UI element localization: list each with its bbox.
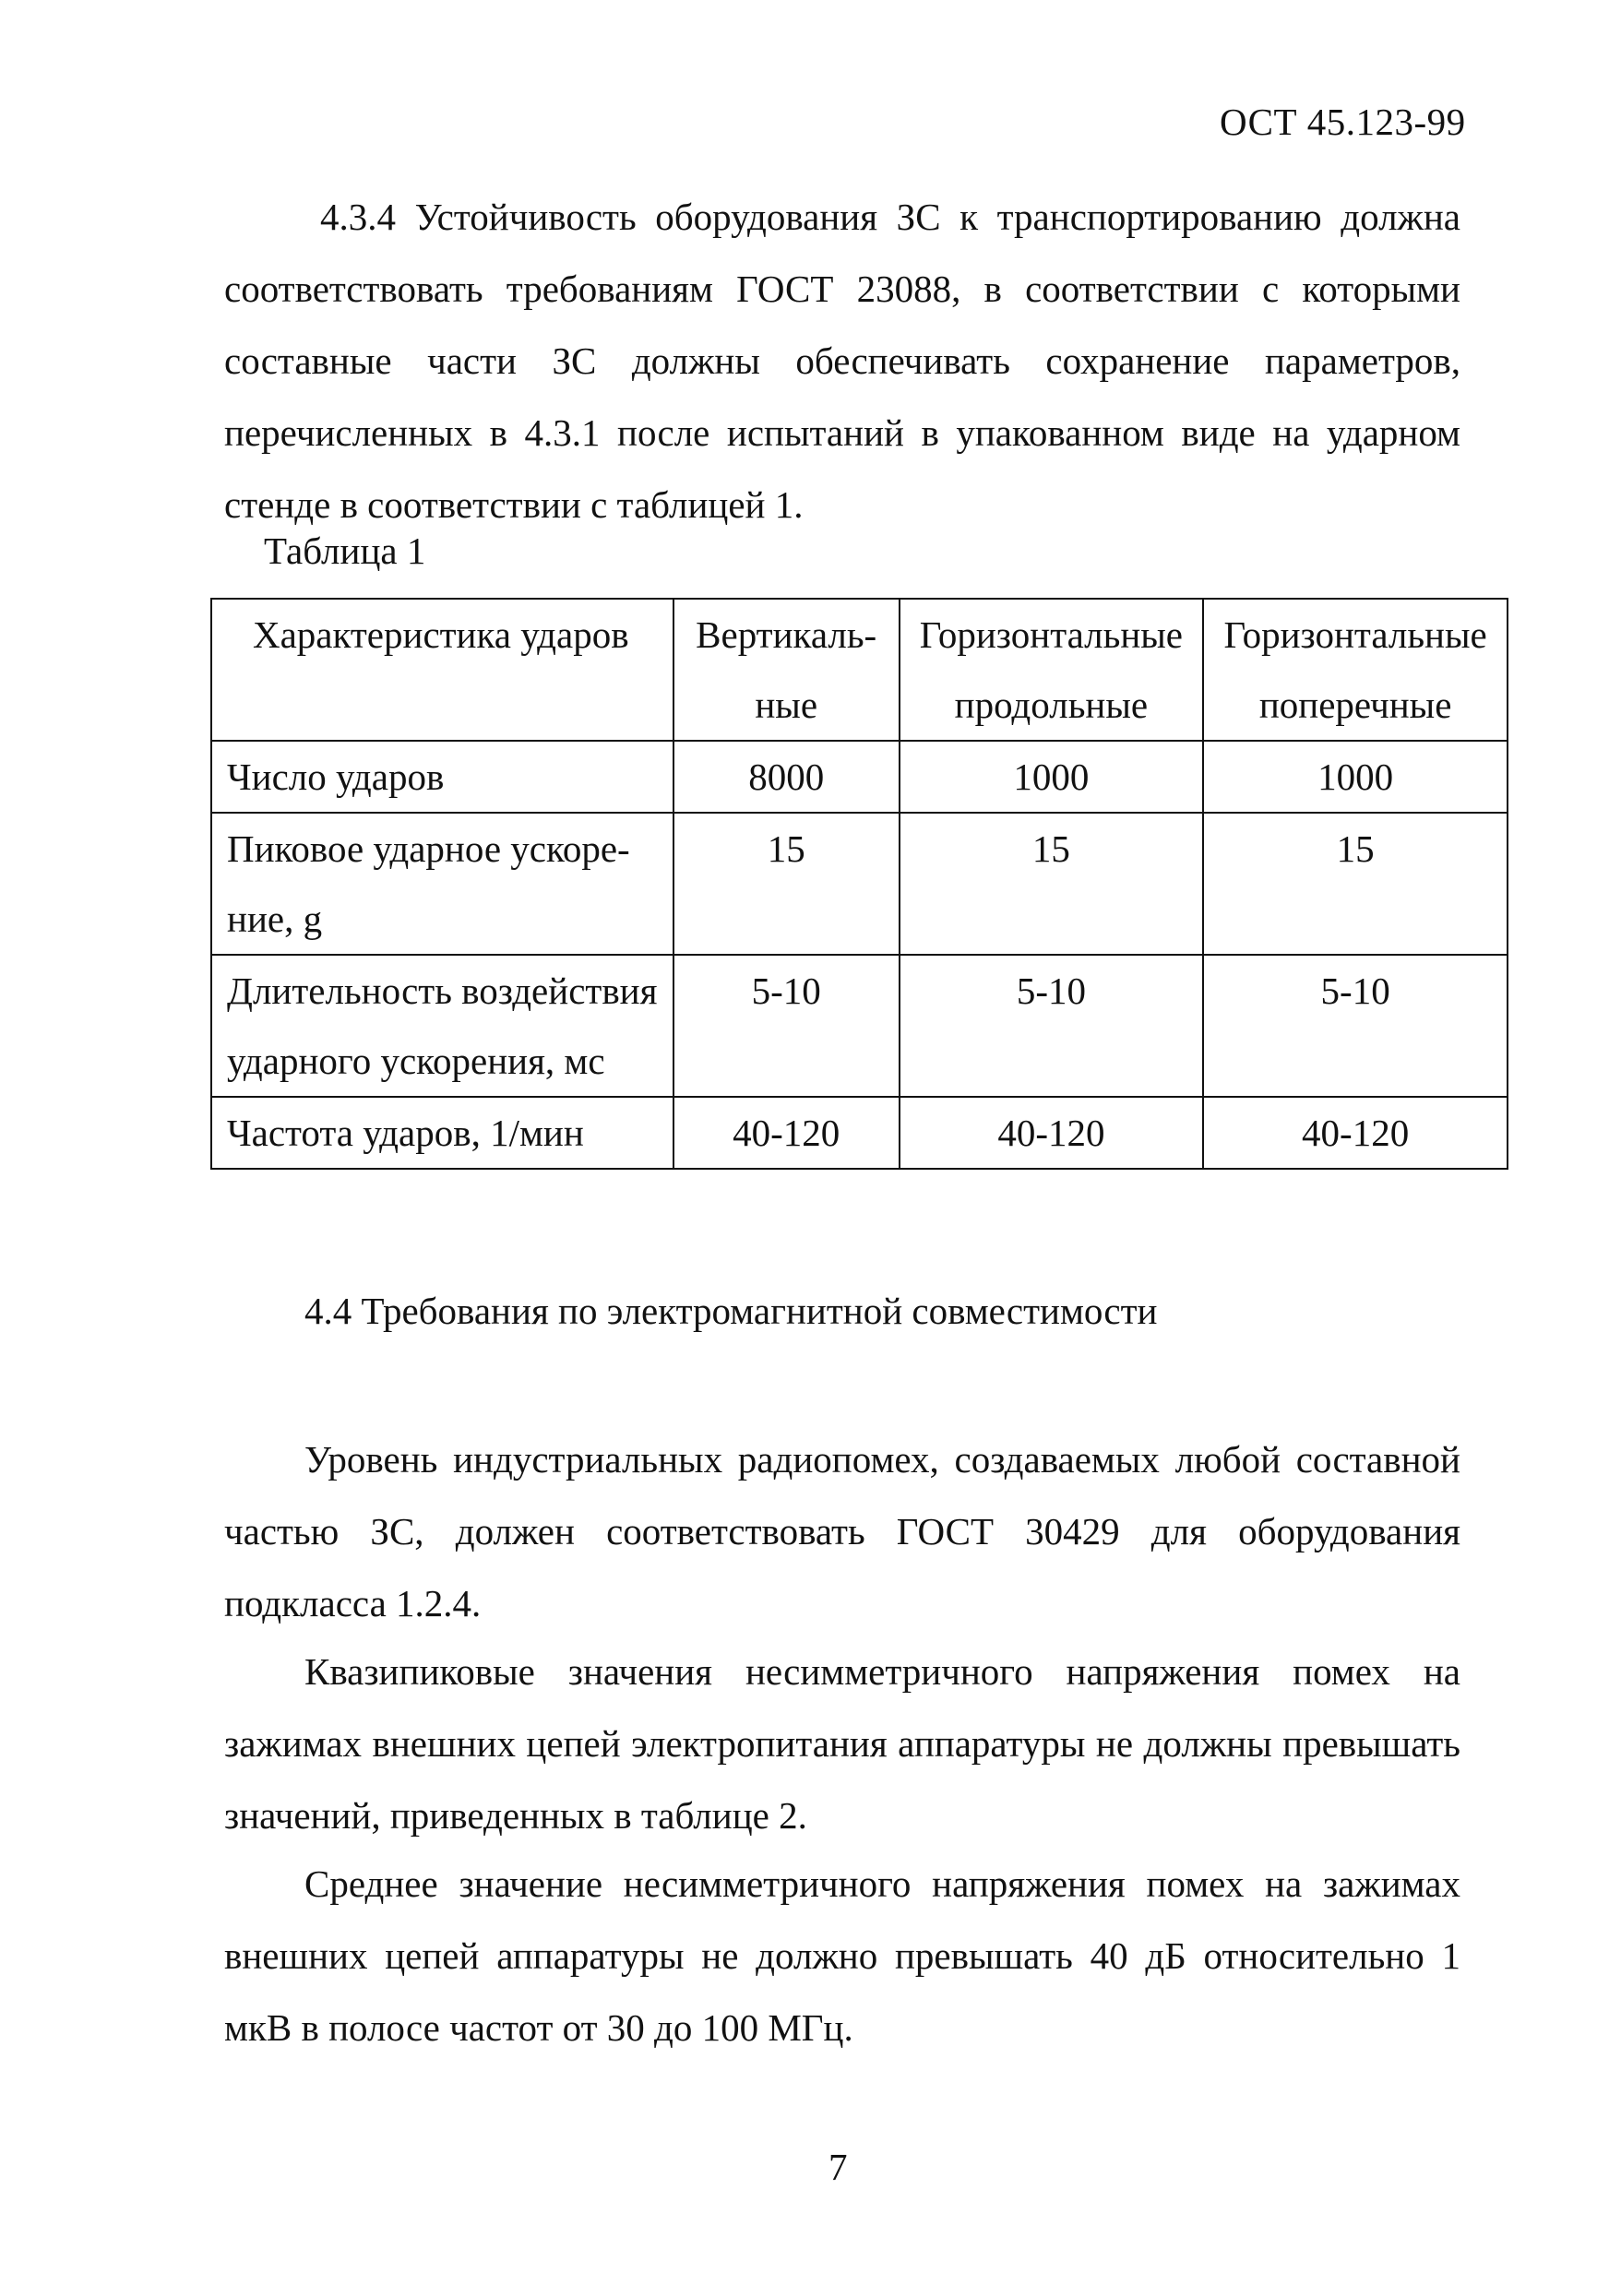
row-label: Частота ударов, 1/мин [211,1097,673,1169]
paragraph-average-value: Среднее значение несимметричного напряжения помех на зажимах внешних цепей аппаратуры не должно превышать 40 дБ относительно 1 мкВ в полосе частот от 30 до 100 МГц. [224,1862,1460,2049]
table-row [211,955,1508,1097]
table-row [211,1097,1508,1169]
cell-horizontal-transverse: 15 [1203,813,1508,955]
paragraph-interference-level: Уровень индустриальных радиопомех, создаваемых любой составной частью ЗС, должен соответствовать ГОСТ 30429 для оборудования подкласса 1.2.4. [224,1438,1460,1624]
table-row [211,813,1508,955]
document-code: ОСТ 45.123-99 [1220,101,1466,143]
row-label: Длительность воздействия ударного ускорения, мс [211,955,673,1097]
row-label: Число ударов [211,741,673,813]
header-horizontal-transverse: Горизонтальные поперечные [1203,599,1508,741]
cell-horizontal-longitudinal: 1000 [900,741,1204,813]
paragraph-4-3-4: 4.3.4 Устойчивость оборудования ЗС к транспортированию должна соответствовать требованиям ГОСТ 23088, в соответствии с которыми составные части ЗС должны обеспечивать сохранение параметров, перечисленных в 4.3.1 после испытаний в упакованном виде на ударном стенде в соответствии с таблицей 1. [224,196,1460,526]
table-1-label: Таблица 1 [264,529,426,572]
table-header-row [211,599,1508,741]
header-shock-characteristic: Характеристика ударов [211,599,673,741]
header-horizontal-longitudinal: Горизонтальные продольные [900,599,1204,741]
cell-vertical: 40-120 [673,1097,900,1169]
cell-horizontal-transverse: 40-120 [1203,1097,1508,1169]
cell-horizontal-longitudinal: 5-10 [900,955,1204,1097]
page-number: 7 [828,2146,848,2188]
paragraph-quasi-peak-values: Квазипиковые значения несимметричного напряжения помех на зажимах внешних цепей электропитания аппаратуры не должны превышать значений, приведенных в таблице 2. [224,1650,1460,1837]
cell-vertical: 8000 [673,741,900,813]
cell-horizontal-longitudinal: 40-120 [900,1097,1204,1169]
header-vertical: Вертикаль-ные [673,599,900,741]
cell-horizontal-transverse: 5-10 [1203,955,1508,1097]
cell-horizontal-longitudinal: 15 [900,813,1204,955]
cell-vertical: 5-10 [673,955,900,1097]
row-label: Пиковое ударное ускоре-ние, g [211,813,673,955]
table-row [211,741,1508,813]
cell-horizontal-transverse: 1000 [1203,741,1508,813]
section-4-4-heading: 4.4 Требования по электромагнитной совместимости [304,1290,1158,1332]
cell-vertical: 15 [673,813,900,955]
shock-characteristics-table [210,598,1508,1170]
